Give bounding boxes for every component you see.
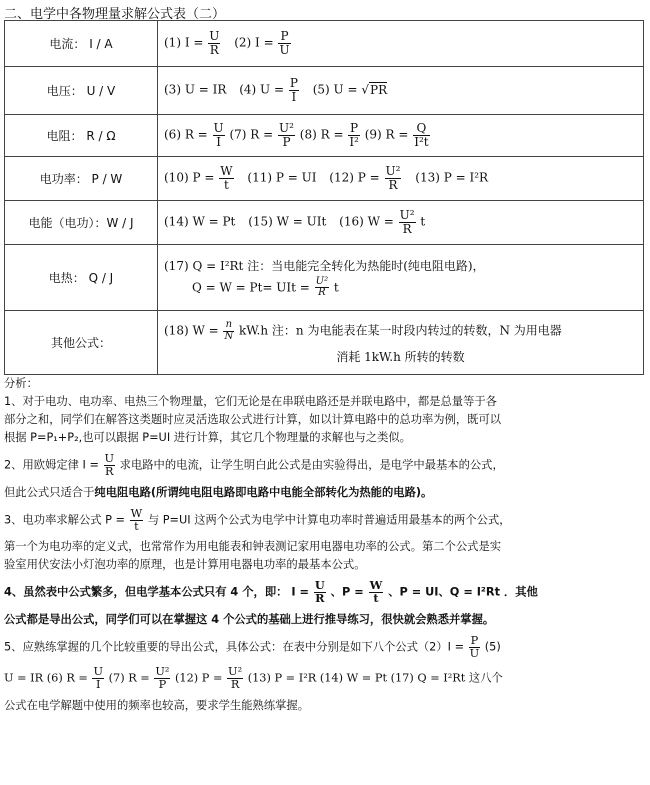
formula-table: [4, 20, 644, 375]
table-title: 二、电学中各物理量求解公式表（二）: [4, 7, 226, 22]
fraction: $\frac{U}{I}$: [93, 664, 104, 691]
paragraph: 公式都是导出公式，同学们可以在掌握这 4 个公式的基础上进行推导练习，很快就会熟悉并掌握。: [4, 613, 495, 627]
row-resistance: [5, 115, 644, 157]
row-energy: [5, 201, 644, 245]
paragraph: 4、虽然表中公式繁多，但电学基本公式只有 4 个，即： I = $\frac{U}{R}$ 、P = $\frac{W}{t}$ 、P = UI、Q = I²Rt ．其他: [4, 578, 538, 606]
formula-cell: (18) W = $\frac{n}{N}$ kW.h 注：n 为电能表在某一时段内转过的转数，N 为用电器 消耗 1kW.h 所转的转数: [158, 311, 644, 375]
row-power: [5, 157, 644, 201]
fraction: $\frac{\text{U²}}{P}$: [279, 121, 294, 149]
formula-cell: (10) P = $\frac{W}{t}$ (11) P = UI (12) P = $\frac{\text{U²}}{R}$ (13) P = I²R: [158, 157, 644, 201]
fraction: $\frac{\text{U²}}{P}$: [155, 664, 170, 691]
paragraph: 3、电功率求解公式 P = $\frac{W}{t}$ 与 P=UI 这两个公式为电学中计算电功率时普遍适用最基本的两个公式，: [4, 506, 511, 533]
paragraph: 1、对于电功、电功率、电热三个物理量，它们无论是在串联电路还是并联电路中，都是总量等于各: [4, 395, 497, 408]
formula-cell: (3) U = IR (4) U = $\frac{P}{I}$ (5) U = √PR: [158, 67, 644, 115]
formula-cell: (14) W = Pt (15) W = UIt (16) W = $\frac{\text{U²}}{R}$ t: [158, 201, 644, 245]
fraction: $\frac{P}{I}$: [289, 76, 298, 104]
fraction: $\frac{P}{\text{I²}}$: [349, 121, 359, 149]
formula-cell: (17) Q = I²Rt 注：当电能完全转化为热能时(纯电阻电路)， Q = W = Pt= UIt = $\frac{\text{U²}}{R}$ t: [158, 245, 644, 311]
row-label: 其他公式：: [5, 311, 158, 375]
paragraph: 公式在电学解题中使用的频率也较高，要求学生能熟练掌握。: [4, 698, 310, 712]
paragraph: 第一个为电功率的定义式，也常常作为用电能表和钟表测记家用电器电功率的公式。第二个公式是实: [4, 540, 502, 554]
row-label: 电功率： P / W: [5, 157, 158, 201]
fraction: $\frac{n}{N}$: [224, 319, 234, 342]
fraction: $\frac{W}{t}$: [220, 164, 233, 192]
paragraph: 部分之和，同学们在解答这类题时应灵活选取公式进行计算，如以计算电路中的总功率为例，既可以: [4, 413, 502, 426]
paragraph: 2、用欧姆定律 I = $\frac{U}{R}$ 求电路中的电流，让学生明白此公式是由实验得出，是电学中最基本的公式，: [4, 452, 504, 478]
row-heat: [5, 245, 644, 311]
row-label: 电流： I / A: [5, 21, 158, 67]
fraction: $\frac{P}{U}$: [469, 634, 480, 661]
fraction: $\frac{\text{U²}}{R}$: [399, 208, 415, 236]
fraction: $\frac{U}{R}$: [314, 578, 325, 606]
fraction: $\frac{W}{t}$: [130, 506, 143, 533]
paragraph: 但此公式只适合于纯电阻电路(所谓纯电阻电路即电路中电能全部转化为热能的电路)。: [4, 485, 433, 499]
row-current: [5, 21, 644, 67]
fraction: $\frac{\text{U²}}{R}$: [228, 664, 243, 691]
row-label: 电能（电功）：W / J: [5, 201, 158, 245]
fraction: $\frac{\text{U²}}{R}$: [315, 275, 329, 298]
paragraph: 根据 P=P₁+P₂,也可以跟据 P=UI 进行计算，其它几个物理量的求解也与之类似。: [4, 431, 411, 444]
analysis-section: [4, 375, 644, 715]
fraction: $\frac{U}{R}$: [104, 452, 115, 478]
row-label: 电热： Q / J: [5, 245, 158, 311]
paragraph: 5、应熟练掌握的几个比较重要的导出公式，具体公式：在表中分别是如下八个公式（2）I = $\frac{P}{U}$ (5): [4, 634, 501, 661]
paragraph: U = IR (6) R = $\frac{U}{I}$ (7) R = $\frac{\text{U²}}{P}$ (12) P = $\frac{\text{U²}}{R}$ (13) P = I²R (14) W = Pt (17) Q = I²Rt 这八个: [4, 664, 503, 691]
formula-cell: (1) I = $\frac{U}{R}$ (2) I = $\frac{P}{U}$: [158, 21, 644, 67]
paragraph: 验室用伏安法小灯泡功率的原理，也是计算用电器电功率的最基本公式。: [4, 558, 366, 572]
fraction: $\frac{U}{I}$: [213, 121, 224, 149]
formula-cell: (6) R = $\frac{U}{I}$ (7) R = $\frac{\text{U²}}{P}$ (8) R = $\frac{P}{\text{I²}}$ (9) R = $\frac{Q}{\text{I²t}}$: [158, 115, 644, 157]
fraction: $\frac{\text{U²}}{R}$: [385, 164, 401, 192]
row-label: 电阻： R / Ω: [5, 115, 158, 157]
row-voltage: [5, 67, 644, 115]
fraction: $\frac{U}{R}$: [209, 29, 220, 57]
fraction: $\frac{Q}{\text{I²t}}$: [414, 121, 429, 149]
row-other: [5, 311, 644, 375]
fraction: $\frac{P}{U}$: [279, 29, 290, 57]
row-label: 电压： U / V: [5, 67, 158, 115]
fraction: $\frac{W}{t}$: [369, 578, 383, 606]
analysis-heading: 分析：: [4, 377, 38, 390]
